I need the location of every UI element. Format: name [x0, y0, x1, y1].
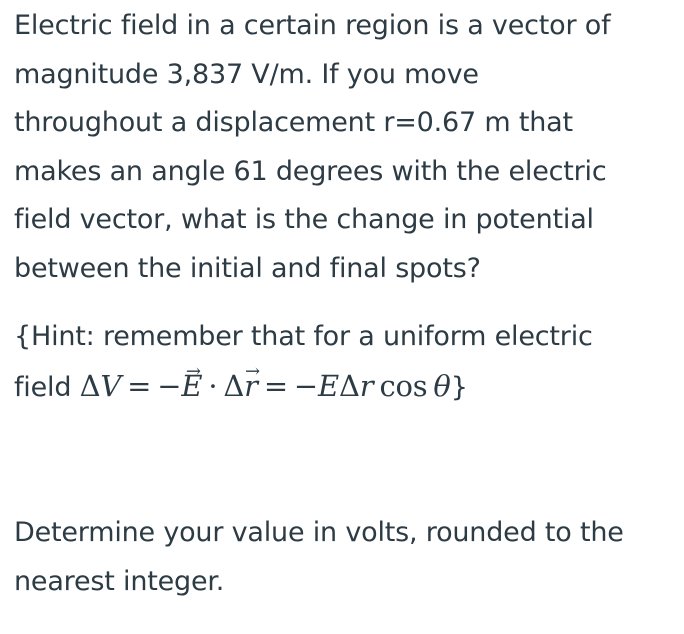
formula-theta: θ — [433, 368, 451, 403]
formula-r-vector: → r — [244, 362, 258, 411]
formula-E: E — [318, 368, 340, 403]
formula-equals-1: = — [127, 368, 152, 403]
formula-minus-1: − — [157, 368, 182, 403]
intro-line-4: makes an angle 61 degrees with the electric — [14, 155, 607, 187]
hint-block — [14, 313, 593, 412]
problem-statement — [14, 2, 610, 293]
intro-line-5: field vector, what is the change in potential — [14, 204, 594, 235]
intro-line-3: throughout a displacement r=0.67 m that — [14, 107, 573, 138]
formula-equals-2: = — [263, 368, 288, 403]
hint-line-1: {Hint: remember that for a uniform electric — [14, 321, 593, 352]
formula-delta-1: Δ — [79, 368, 101, 403]
formula-dot: · — [208, 368, 218, 403]
hint-line-2 — [14, 362, 593, 413]
formula-delta-3: Δ — [339, 368, 360, 403]
instruction-line-2: nearest integer. — [14, 565, 225, 597]
intro-line-1: Electric field in a certain region is a vector of — [14, 10, 611, 41]
formula-minus-2: − — [293, 368, 319, 403]
formula-E-vector: → E — [181, 362, 202, 411]
potential-formula — [80, 369, 451, 403]
hint-closing-brace: } — [450, 371, 468, 403]
formula-V: V — [100, 368, 122, 403]
hint-prefix: field — [14, 371, 80, 403]
formula-delta-2: Δ — [223, 368, 245, 403]
formula-cos: cos — [379, 368, 428, 403]
intro-line-6: between the initial and final spots? — [14, 252, 481, 284]
intro-line-2: magnitude 3,837 V/m. If you move — [14, 58, 479, 90]
formula-r: r — [359, 368, 374, 403]
instruction-block — [14, 509, 624, 606]
instruction-line-1: Determine your value in volts, rounded to the — [14, 517, 624, 548]
